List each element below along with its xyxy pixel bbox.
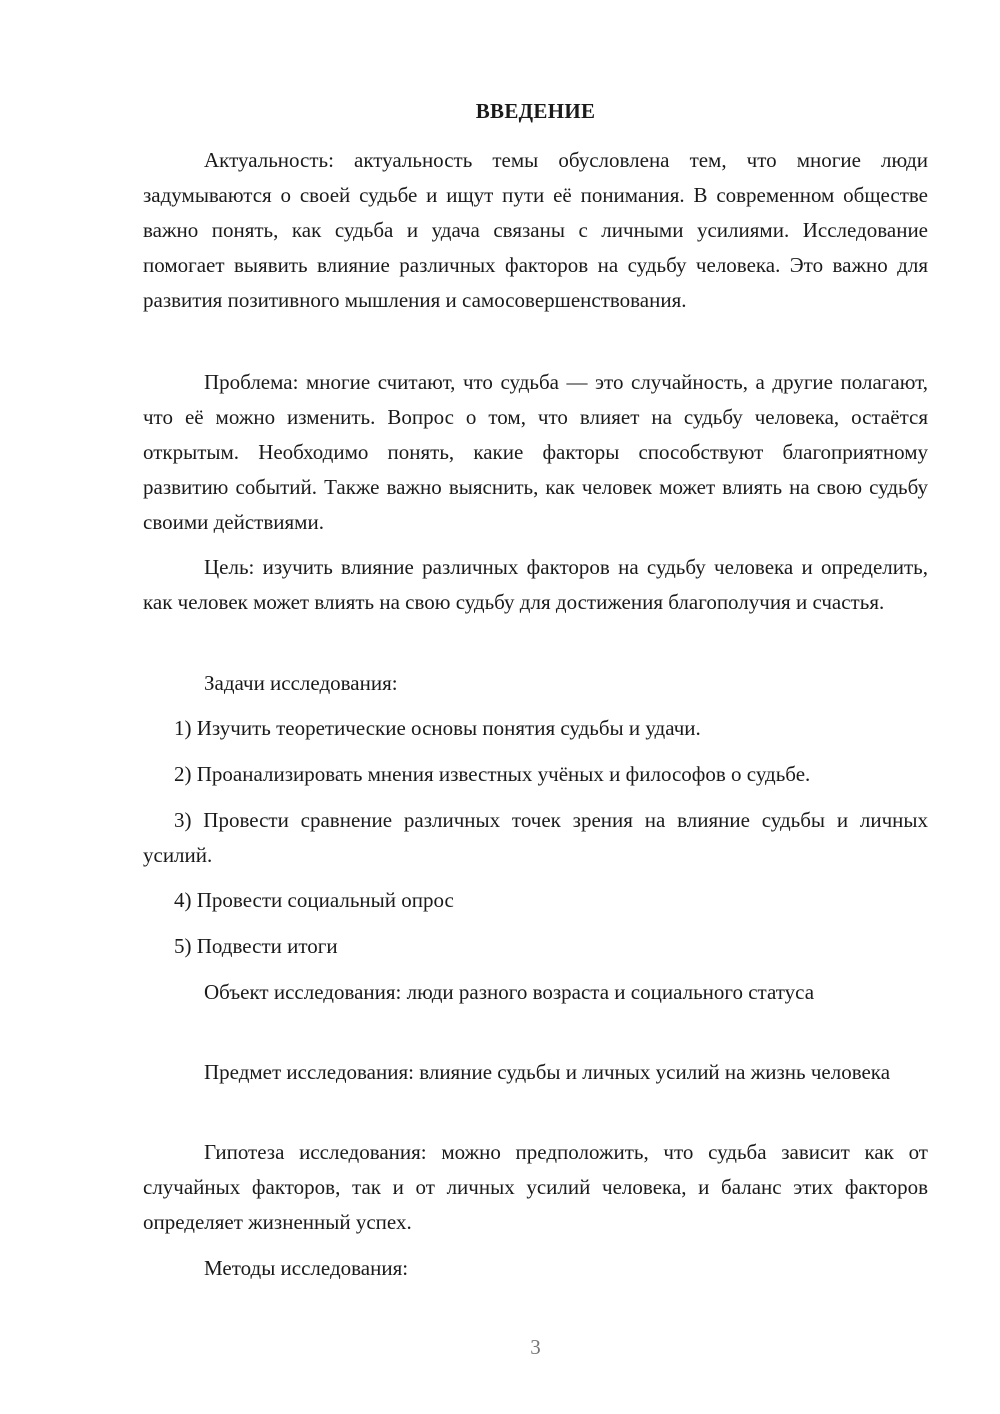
task-item-4: 4) Провести социальный опрос xyxy=(174,888,454,912)
task-item-1: 1) Изучить теоретические основы понятия судьбы и удачи. xyxy=(174,716,701,740)
task-item-5: 5) Подвести итоги xyxy=(174,934,338,958)
task-item-2: 2) Проанализировать мнения известных учёных и философов о судьбе. xyxy=(174,762,811,786)
section-title: ВВЕДЕНИЕ xyxy=(475,99,596,123)
task-item-3: 3) Провести сравнение различных точек зрения на влияние судьбы и личных усилий. xyxy=(143,808,928,867)
page-number: 3 xyxy=(530,1335,541,1359)
methods-heading: Методы исследования: xyxy=(204,1256,409,1280)
hypothesis-paragraph: Гипотеза исследования: можно предположить, что судьба зависит как от случайных факторов, так и от личных усилий человека, и баланс этих факторов определяет жизненный успех. xyxy=(143,1140,928,1234)
tasks-heading: Задачи исследования: xyxy=(204,671,398,695)
problem-paragraph: Проблема: многие считают, что судьба — это случайность, а другие полагают, что её можно изменить. Вопрос о том, что влияет на судьбу человека, остаётся открытым. Необходимо понять, какие факторы способствуют благоприятному развитию событий. Также важно выяснить, как человек может влиять на свою судьбу своими действиями. xyxy=(143,370,928,534)
object-paragraph: Объект исследования: люди разного возраста и социального статуса xyxy=(204,980,815,1004)
subject-paragraph: Предмет исследования: влияние судьбы и личных усилий на жизнь человека xyxy=(204,1060,891,1084)
goal-paragraph: Цель: изучить влияние различных факторов на судьбу человека и определить, как человек может влиять на свою судьбу для достижения благополучия и счастья. xyxy=(143,555,928,614)
relevance-paragraph: Актуальность: актуальность темы обусловлена тем, что многие люди задумываются о своей судьбе и ищут пути её понимания. В современном обществе важно понять, как судьба и удача связаны с личными усилиями. Исследование помогает выявить влияние различных факторов на судьбу человека. Это важно для развития позитивного мышления и самосовершенствования. xyxy=(143,148,928,312)
